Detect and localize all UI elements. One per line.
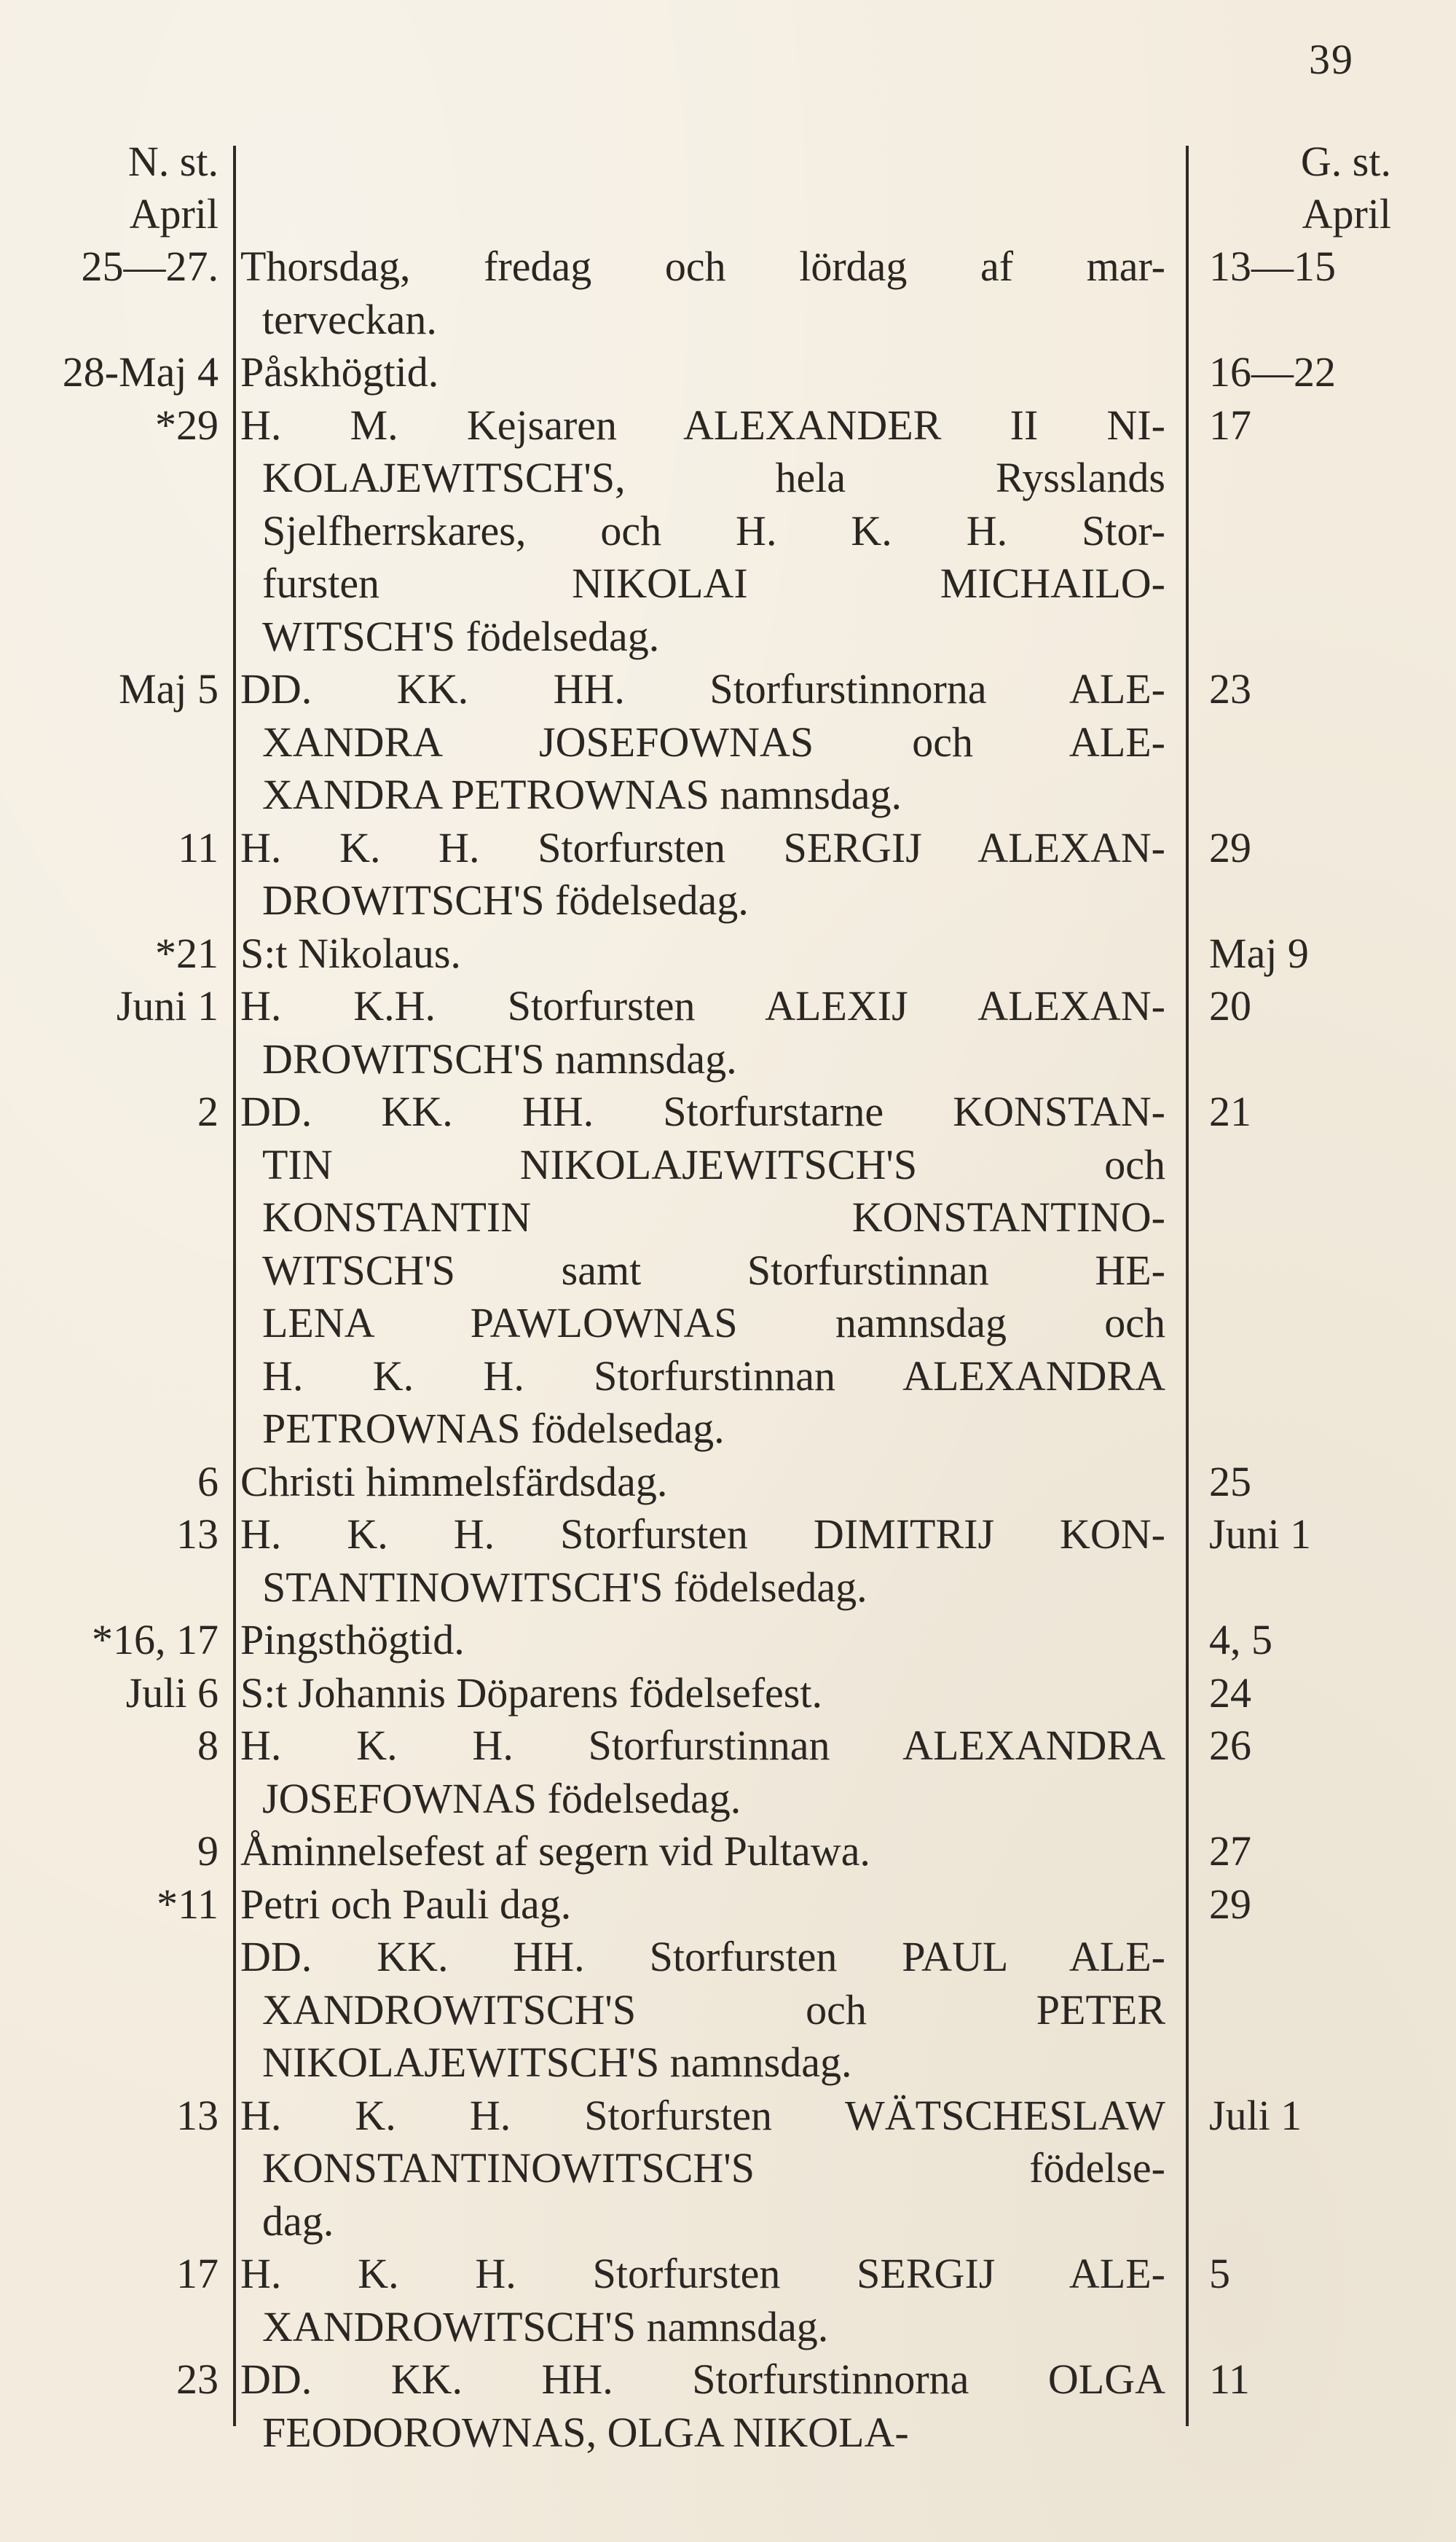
entry-text [240,822,1165,927]
entry-text [240,2090,1165,2248]
entry-line: XANDRA PETROWNAS namnsdag. [262,771,902,818]
old-style-date: 6 [197,1457,219,1505]
entry-text [240,927,1165,981]
new-style-date: 29 [1209,1880,1251,1928]
old-style-date: 17 [176,2250,219,2297]
old-style-date: Juli 6 [125,1668,219,1717]
entry-line: Pingsthögtid. [240,1616,465,1663]
new-style-month: April [1302,190,1391,238]
new-style-date: Juli 1 [1209,2091,1302,2139]
entry-text [240,663,1165,822]
calendar-entry [22,1825,1406,1878]
new-style-date: Maj 9 [1209,929,1309,977]
entry-line: DD. KK. HH. Storfurstarne KONSTAN- [240,1088,1165,1135]
entry-line: KOLAJEWITSCH'S, hela Rysslands [262,454,1165,501]
entry-line: XANDROWITSCH'S och PETER [262,1985,1165,2033]
old-style-date: 23 [176,2355,219,2403]
old-style-month: April [129,190,219,238]
entry-line: H. M. Kejsaren ALEXANDER II NI- [240,401,1165,449]
new-style-date: 5 [1209,2250,1230,2297]
entry-text [240,399,1165,664]
entry-text [240,1825,1165,1878]
entry-line: S:t Nikolaus. [240,929,461,977]
new-style-date: 21 [1209,1088,1251,1135]
entry-line: DD. KK. HH. Storfurstinnorna ALE- [240,665,1165,713]
old-style-label: N. st. [127,138,219,185]
entry-line: Sjelfherrskares, och H. K. H. Stor- [262,506,1165,554]
old-style-date: 28-Maj 4 [62,348,219,396]
entry-text [240,1086,1165,1456]
old-style-date: 11 [178,823,219,871]
entry-line: fursten NIKOLAI MICHAILO- [262,560,1165,607]
calendar-entry [22,240,1406,346]
entry-line: Thorsdag, fredag och lördag af mar- [240,243,1165,290]
entry-line: H. K. H. Storfursten SERGIJ ALEXAN- [240,823,1165,871]
old-style-date: *21 [155,929,219,977]
entry-text [240,1614,1165,1667]
old-style-date: *29 [155,401,219,449]
entry-line: H. K. H. Storfurstinnan ALEXANDRA [240,1722,1165,1769]
entry-line: Petri och Pauli dag. [240,1880,572,1928]
new-style-date: 24 [1209,1668,1251,1717]
calendar-entry [22,1878,1406,2090]
new-style-date: 25 [1209,1457,1251,1505]
calendar-entry [22,2090,1406,2248]
new-style-date: 17 [1209,401,1251,449]
new-style-date: 20 [1209,982,1251,1029]
entry-line: PETROWNAS födelsedag. [262,1405,725,1452]
old-style-date: 2 [197,1088,219,1135]
calendar-entry [22,1508,1406,1614]
new-style-label: G. st. [1300,138,1391,185]
entry-line: DROWITSCH'S namnsdag. [262,1035,737,1083]
calendar-entry [22,822,1406,927]
page-number: 39 [1309,36,1354,83]
calendar-entry [22,927,1406,981]
entry-text [240,2353,1165,2459]
entry-text [240,1667,1165,1720]
calendar-entry [22,663,1406,822]
calendar-entry [22,2353,1406,2459]
new-style-date: 11 [1209,2355,1250,2403]
old-style-date: *11 [157,1880,219,1928]
old-style-date: Maj 5 [119,665,219,713]
calendar-entry [22,1667,1406,1720]
entry-text [240,1719,1165,1825]
calendar-entry [22,1086,1406,1456]
calendar-entry [22,1456,1406,1509]
old-style-date: 9 [197,1827,219,1875]
entry-line: terveckan. [262,295,437,343]
old-style-date: 8 [197,1722,219,1769]
entry-line: H. K. H. Storfurstinnan ALEXANDRA [262,1352,1165,1400]
calendar-entry [22,346,1406,399]
entry-line: LENA PAWLOWNAS namnsdag och [262,1299,1165,1346]
entry-line: H. K. H. Storfursten SERGIJ ALE- [240,2250,1165,2297]
entry-text [240,240,1165,346]
new-style-column-header [1209,136,1391,240]
calendar-entries [22,240,1406,2459]
entry-line: dag. [262,2197,334,2245]
entry-line: DROWITSCH'S födelsedag. [262,876,749,924]
entry-text [240,2248,1165,2353]
entry-line: FEODOROWNAS, OLGA NIKOLA- [262,2408,909,2456]
entry-line: XANDROWITSCH'S namnsdag. [262,2302,829,2350]
entry-line: DD. KK. HH. Storfurstinnorna OLGA [240,2355,1165,2403]
new-style-date: 26 [1209,1722,1251,1769]
calendar-entry [22,980,1406,1086]
entry-line: JOSEFOWNAS födelsedag. [262,1774,741,1822]
new-style-date: 13—15 [1209,243,1336,290]
entry-line: H. K. H. Storfursten DIMITRIJ KON- [240,1510,1165,1558]
calendar-entry [22,2248,1406,2353]
entry-text [240,1456,1165,1509]
old-style-column-header [51,136,219,240]
entry-line: Christi himmelsfärdsdag. [240,1457,668,1505]
entry-text [240,1508,1165,1614]
entry-line: TIN NIKOLAJEWITSCH'S och [262,1140,1165,1188]
old-style-date: 25—27. [81,243,219,290]
entry-text [240,1878,1165,2090]
entry-line: Påskhögtid. [240,348,439,396]
old-style-date: Juni 1 [116,982,219,1029]
entry-text [240,980,1165,1086]
entry-line: WITSCH'S samt Storfurstinnan HE- [262,1246,1165,1294]
old-style-date: 13 [176,2091,219,2139]
entry-line: XANDRA JOSEFOWNAS och ALE- [262,718,1165,766]
entry-line: KONSTANTIN KONSTANTINO- [262,1193,1165,1241]
calendar-entry [22,399,1406,664]
new-style-date: 4, 5 [1209,1616,1272,1663]
entry-line: Åminnelsefest af segern vid Pultawa. [240,1827,870,1875]
entry-line: WITSCH'S födelsedag. [262,612,660,660]
entry-text [240,346,1165,399]
new-style-date: 16—22 [1209,348,1336,396]
entry-line: NIKOLAJEWITSCH'S namnsdag. [262,2039,852,2086]
entry-line: S:t Johannis Döparens födelsefest. [240,1668,822,1717]
old-style-date: 13 [176,1510,219,1558]
calendar-entry [22,1614,1406,1667]
entry-line: H. K.H. Storfursten ALEXIJ ALEXAN- [240,982,1165,1029]
entry-line: H. K. H. Storfursten WÄTSCHESLAW [240,2091,1165,2139]
entry-line: STANTINOWITSCH'S födelsedag. [262,1563,867,1611]
entry-line: KONSTANTINOWITSCH'S födelse- [262,2144,1165,2192]
new-style-date: 27 [1209,1827,1251,1875]
calendar-entry [22,1719,1406,1825]
old-style-date: *16, 17 [92,1616,219,1663]
new-style-date: 29 [1209,823,1251,871]
entry-line: DD. KK. HH. Storfursten PAUL ALE- [240,1933,1165,1980]
new-style-date: Juni 1 [1209,1510,1312,1558]
new-style-date: 23 [1209,665,1251,713]
